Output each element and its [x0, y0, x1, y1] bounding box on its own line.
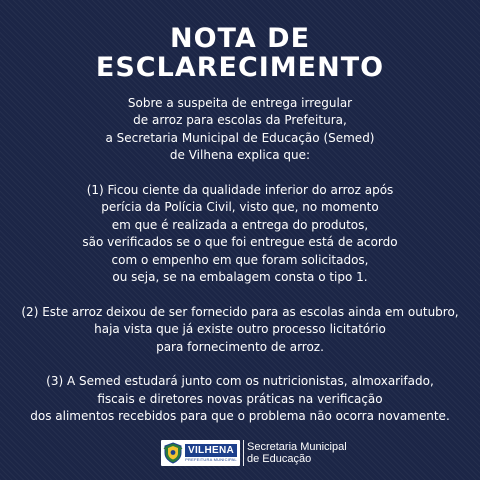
text-line: para fornecimento de arroz.: [156, 339, 324, 354]
text-line: em que é realizada a entrega do produtos,: [111, 217, 369, 232]
secretaria-line-2: de Educação: [247, 453, 312, 465]
text-line: de Vilhena explica que:: [169, 148, 311, 163]
secretaria-line-1: Secretaria Municipal: [247, 441, 347, 453]
paragraph-item-3: [0, 373, 480, 425]
text-line: (3) A Semed estudará junto com os nutricionistas, almoxarifado,: [46, 374, 434, 389]
text-line: haja vista que já existe outro processo licitatório: [94, 322, 386, 337]
coat-of-arms-icon: [163, 442, 183, 464]
footer-branding: [161, 439, 347, 467]
text-line: (2) Este arroz deixou de ser fornecido para as escolas ainda em outubro,: [21, 304, 459, 319]
logo-subtitle: PREFEITURA MUNICIPAL: [185, 456, 237, 462]
text-line: (1) Ficou ciente da qualidade inferior do arroz após: [86, 183, 394, 198]
secretaria-label: [247, 441, 347, 465]
title-line-2: ESCLARECIMENTO: [95, 52, 385, 83]
footer-divider: [243, 440, 244, 466]
vilhena-logo: [161, 440, 240, 466]
text-line: dos alimentos recebidos para que o problema não ocorra novamente.: [30, 409, 450, 424]
note-body: [0, 95, 480, 443]
text-line: são verificados se o que foi entregue está de acordo: [82, 235, 398, 250]
text-line: perícia da Polícia Civil, visto que, no momento: [101, 200, 379, 215]
text-line: ou seja, se na embalagem consta o tipo 1.: [112, 270, 368, 285]
paragraph-item-1: [0, 182, 480, 286]
text-line: fiscais e diretores novas práticas na verificação: [97, 391, 383, 406]
page-title: [0, 24, 480, 82]
paragraph-item-2: [0, 304, 480, 356]
text-line: Sobre a suspeita de entrega irregular: [127, 96, 353, 110]
text-line: de arroz para escolas da Prefeitura,: [133, 113, 347, 128]
text-line: a Secretaria Municipal de Educação (Semed): [105, 130, 375, 145]
logo-name: VILHENA: [185, 444, 237, 457]
title-line-1: NOTA DE: [169, 23, 311, 54]
text-line: com o empenho em que foram solicitados,: [111, 252, 369, 267]
paragraph-intro: [0, 95, 480, 165]
